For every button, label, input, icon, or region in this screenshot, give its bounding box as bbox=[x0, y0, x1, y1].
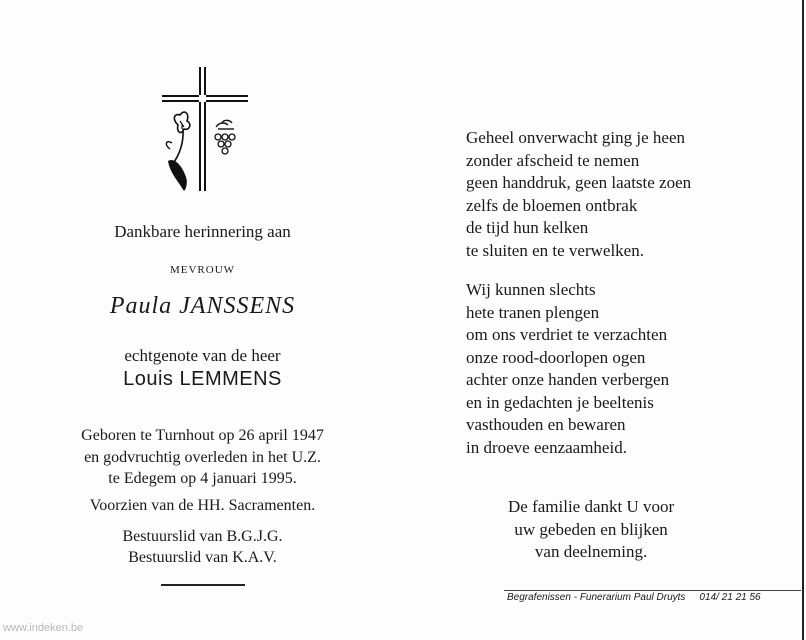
card-edge bbox=[802, 0, 804, 640]
spouse-name: Louis LEMMENS bbox=[123, 368, 282, 390]
cross-with-flower-and-grapes-icon bbox=[160, 65, 250, 195]
poem-line: geen handdruk, geen laatste zoen bbox=[466, 173, 692, 192]
spouse-intro: echtgenote van de heer bbox=[124, 346, 281, 365]
death-line-1: en godvruchtig overleden in het U.Z. bbox=[84, 449, 321, 466]
poem-line: om ons verdriet te verzachten bbox=[466, 325, 668, 344]
poem-line: Geheel onverwacht ging je heen bbox=[466, 128, 686, 147]
site-watermark: www.indeken.be bbox=[3, 622, 84, 634]
footer-rule bbox=[504, 590, 801, 591]
family-thanks-line: De familie dankt U voor bbox=[508, 497, 675, 516]
death-line-2: te Edegem op 4 januari 1995. bbox=[108, 470, 297, 487]
poem-line: zelfs de bloemen ontbrak bbox=[466, 195, 638, 215]
poem-line: zonder afscheid te nemen bbox=[466, 150, 640, 170]
honorific: MEVROUW bbox=[169, 264, 236, 276]
undertaker-name: Begrafenissen - Funerarium Paul Druyts bbox=[507, 592, 686, 603]
poem-line: te sluiten en te verwelken. bbox=[466, 240, 644, 260]
undertaker-footer bbox=[507, 592, 761, 603]
poem-stanza-1 bbox=[466, 127, 691, 262]
poem bbox=[466, 127, 691, 459]
board-membership-2: Bestuurslid van K.A.V. bbox=[128, 549, 277, 566]
deceased-name: Paula JANSSENS bbox=[109, 293, 296, 319]
remembrance-heading: Dankbare herinnering aan bbox=[114, 222, 291, 241]
poem-line: de tijd hun kelken bbox=[466, 218, 589, 237]
divider bbox=[161, 584, 245, 586]
birth-line: Geboren te Turnhout op 26 april 1947 bbox=[81, 427, 324, 444]
sacraments-line: Voorzien van de HH. Sacramenten. bbox=[89, 497, 316, 514]
family-thanks-line: uw gebeden en blijken bbox=[514, 519, 668, 539]
undertaker-phone: 014/ 21 21 56 bbox=[699, 592, 761, 603]
poem-line: hete tranen plengen bbox=[466, 302, 600, 322]
poem-line: achter onze handen verbergen bbox=[466, 370, 670, 389]
family-thanks bbox=[508, 496, 674, 564]
poem-line: en in gedachten je beeltenis bbox=[466, 392, 654, 412]
poem-line: in droeve eenzaamheid. bbox=[466, 437, 627, 457]
poem-line: vasthouden en bewaren bbox=[466, 415, 626, 434]
poem-line: onze rood-doorlopen ogen bbox=[466, 347, 646, 367]
board-membership-1: Bestuurslid van B.G.J.G. bbox=[122, 528, 283, 545]
family-thanks-line: van deelneming. bbox=[534, 542, 648, 561]
poem-stanza-2 bbox=[466, 279, 691, 459]
poem-line: Wij kunnen slechts bbox=[466, 280, 596, 299]
